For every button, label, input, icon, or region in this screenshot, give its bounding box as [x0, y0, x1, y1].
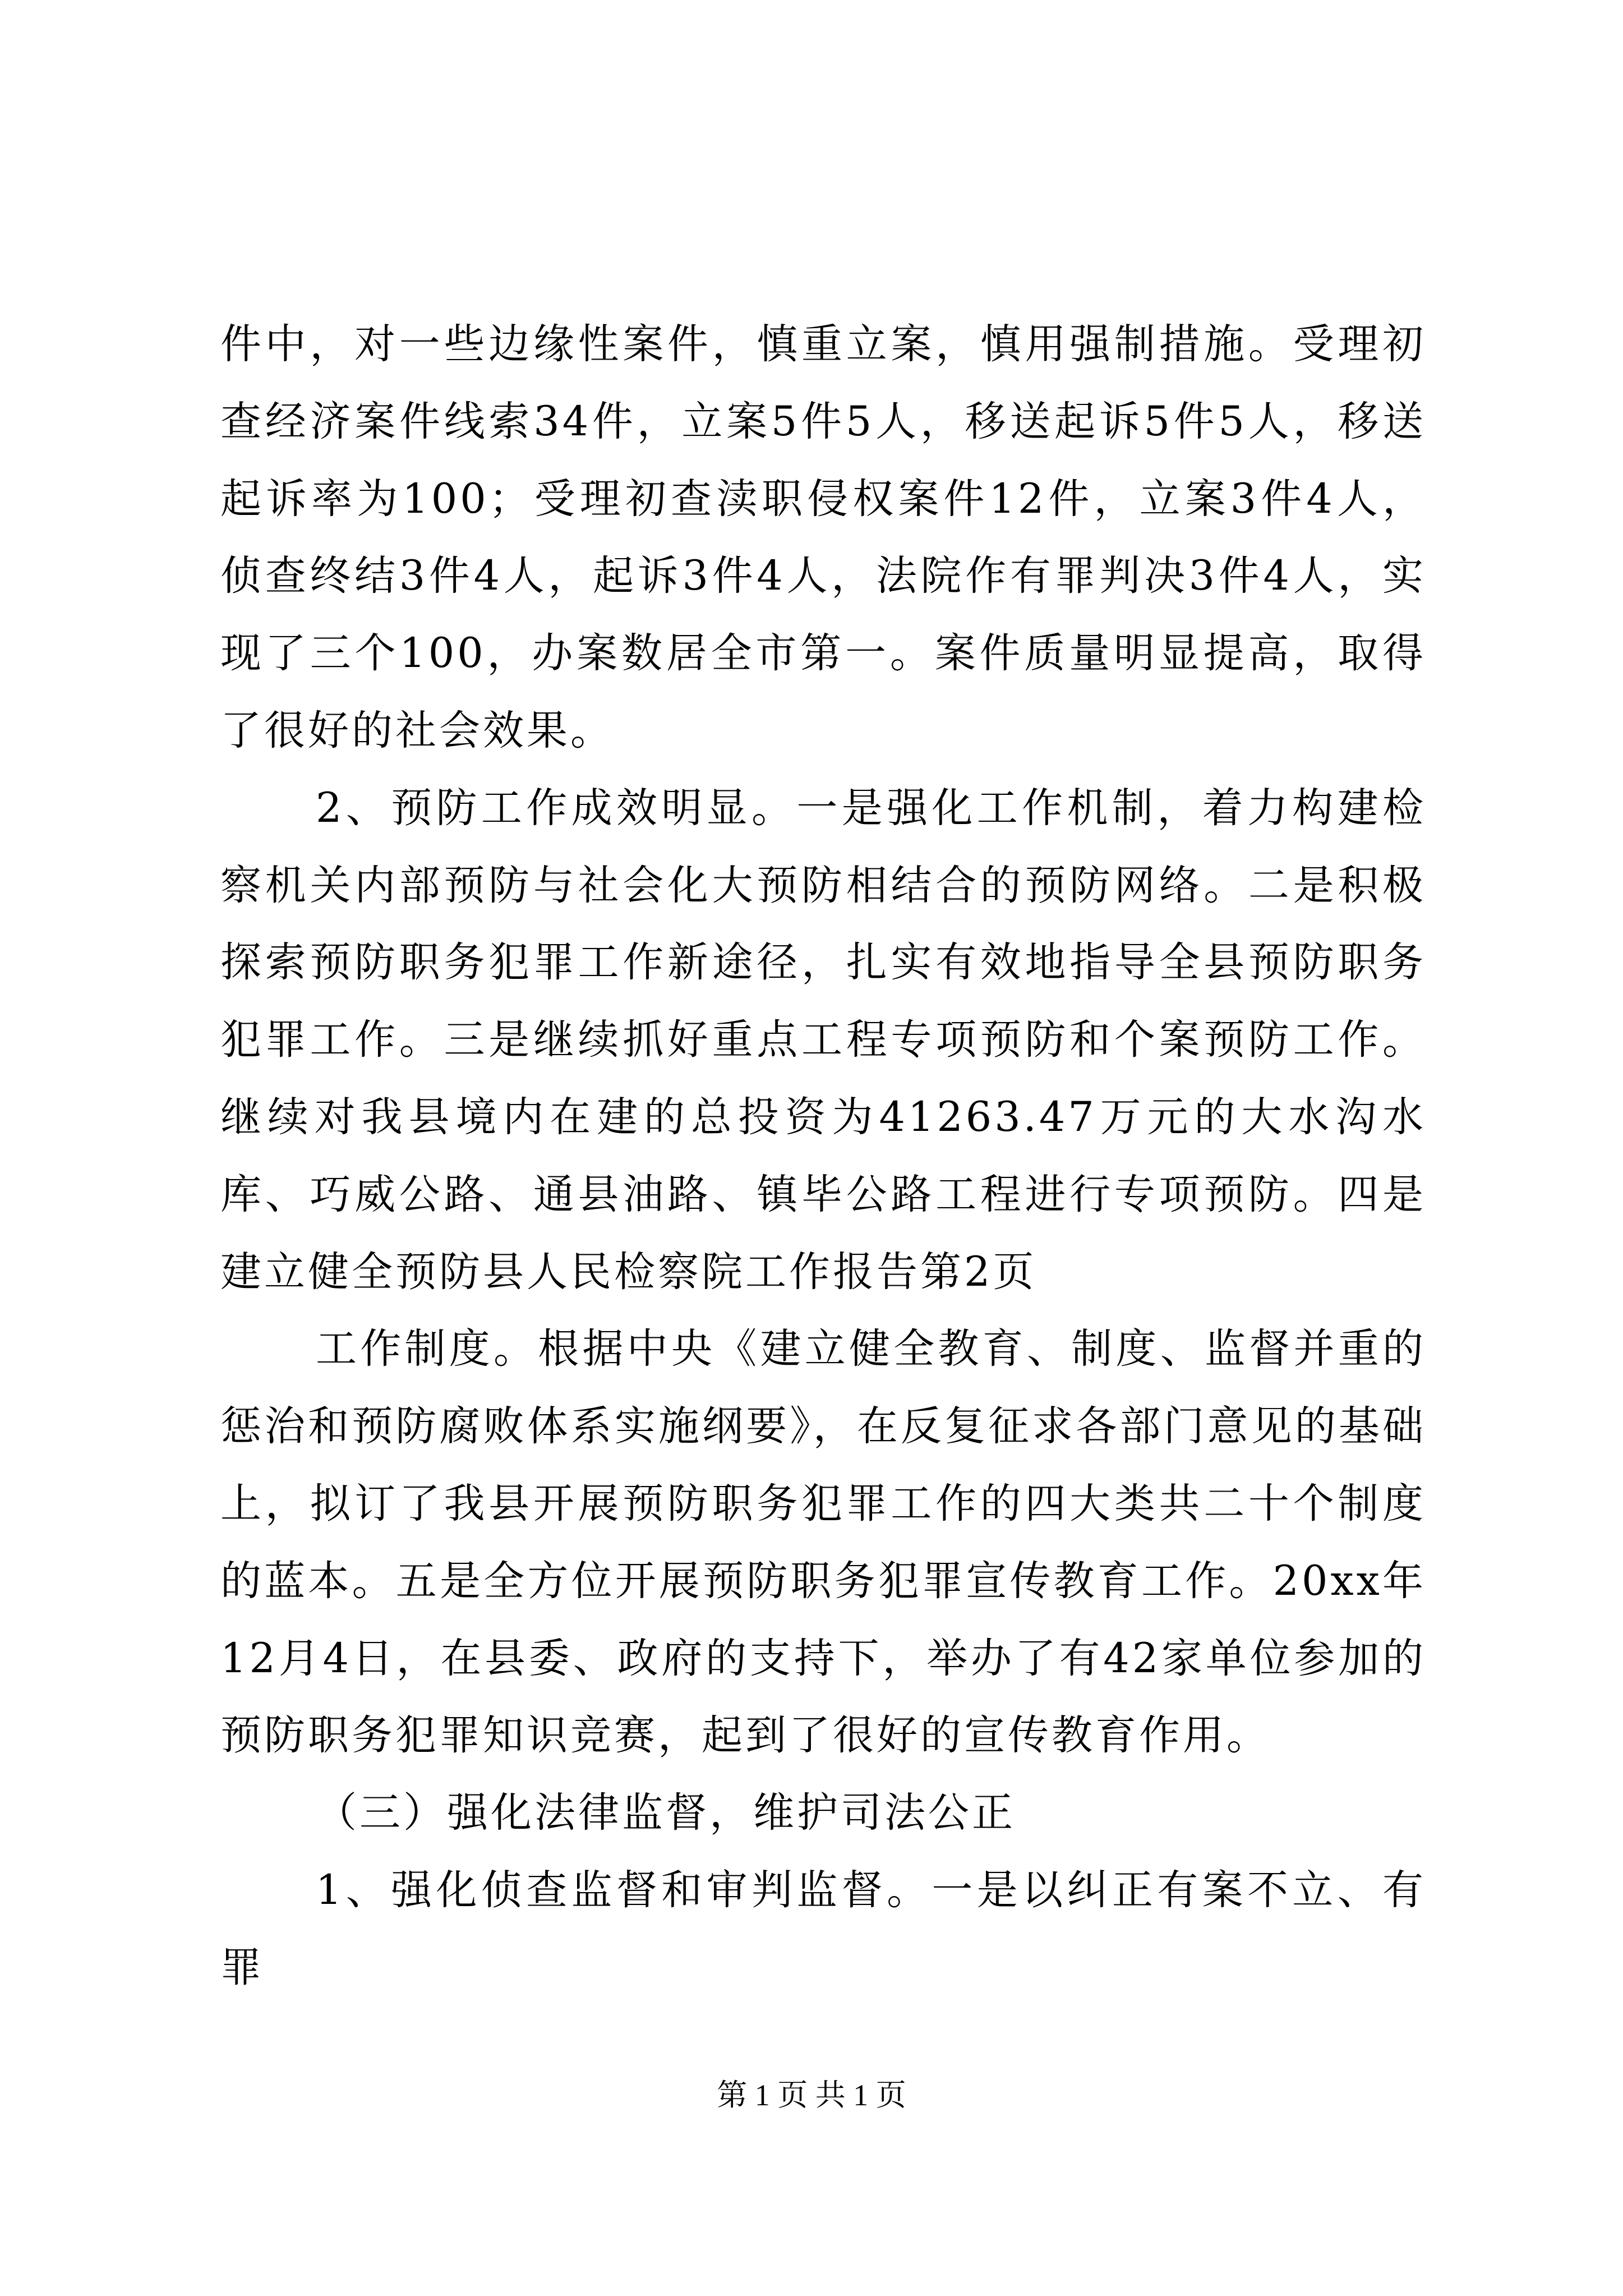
page-footer: [0, 2076, 1623, 2115]
section-heading-legal-supervision: （三）强化法律监督，维护司法公正: [316, 1789, 1016, 1837]
paragraph-prevention-work: 2、预防工作成效明显。一是强化工作机制，着力构建检察机关内部预防与社会化大预防相结合的预防网络。二是积极探索预防职务犯罪工作新途径，扎实有效地指导全县预防职务犯罪工作。三是继续抓好重点工程专项预防和个案预防工作。继续对我县境内在建的总投资为41263.47万元的大水沟水库、巧威公路、通县油路、镇毕公路工程进行专项预防。四是建立健全预防县人民检察院工作报告第2页: [220, 784, 1426, 1296]
paragraph-work-system: 工作制度。根据中央《建立健全教育、制度、监督并重的惩治和预防腐败体系实施纲要》，在反复征求各部门意见的基础上，拟订了我县开展预防职务犯罪工作的四大类共二十个制度的蓝本。五是全方位开展预防职务犯罪宣传教育工作。20xx年12月4日，在县委、政府的支持下，举办了有42家单位参加的预防职务犯罪知识竞赛，起到了很好的宣传教育作用。: [220, 1325, 1426, 1760]
document-body: [220, 306, 1426, 2007]
paragraph-case-statistics: 件中，对一些边缘性案件，慎重立案，慎用强制措施。受理初查经济案件线索34件，立案5件5人，移送起诉5件5人，移送起诉率为100；受理初查渎职侵权案件12件，立案3件4人，侦查终结3件4人，起诉3件4人，法院作有罪判决3件4人，实现了三个100，办案数居全市第一。案件质量明显提高，取得了很好的社会效果。: [220, 320, 1426, 754]
paragraph-investigation-supervision: 1、强化侦查监督和审判监督。一是以纠正有案不立、有罪: [220, 1866, 1426, 1991]
page-number-label: 第 1 页 共 1 页: [717, 2078, 906, 2112]
